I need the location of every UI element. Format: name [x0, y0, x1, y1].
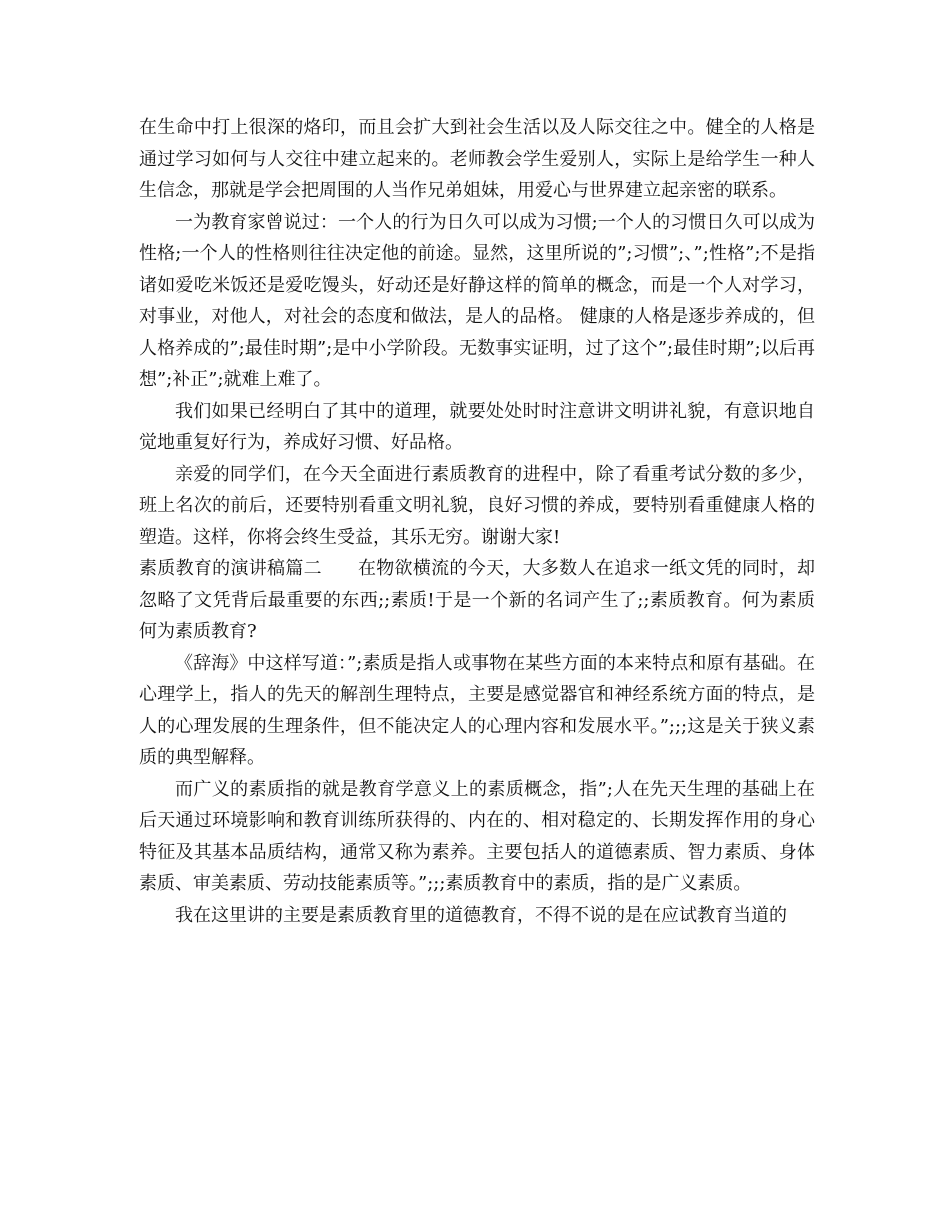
- paragraph-1: 在生命中打上很深的烙印，而且会扩大到社会生活以及人际交往之中。健全的人格是通过学习如何与人交往中建立起来的。老师教会学生爱别人，实际上是给学生一种人生信念，那就是学会把周围的人当作兄弟姐妹，用爱心与世界建立起亲密的联系。: [139, 117, 815, 201]
- paragraph-2: 一为教育家曾说过：一个人的行为日久可以成为习惯;一个人的习惯日久可以成为性格;一个人的性格则往往决定他的前途。显然，这里所说的”;习惯”;、”;性格”;不是指诸如爱吃米饭还是爱吃馒头，好动还是好静这样的简单的概念，而是一个人对学习，对事业，对他人，对社会的态度和做法，是人的品格。 健康的人格是逐步养成的，但人格养成的”;最佳时期”;是中小学阶段。无数事实证明，过了这个”;最佳时期”;以后再想”;补正”;就难上难了。: [139, 211, 815, 390]
- paragraph-7: 而广义的素质指的就是教育学意义上的素质概念，指”;人在先天生理的基础上在后天通过环境影响和教育训练所获得的、内在的、相对稳定的、长期发挥作用的身心特征及其基本品质结构，通常又称为素养。主要包括人的道德素质、智力素质、身体素质、审美素质、劳动技能素质等。”;;;素质教育中的素质，指的是广义素质。: [139, 778, 815, 894]
- section-heading: 素质教育的演讲稿篇二: [139, 558, 322, 579]
- paragraph-8: 我在这里讲的主要是素质教育里的道德教育，不得不说的是在应试教育当道的: [175, 904, 787, 926]
- paragraph-3: 我们如果已经明白了其中的道理，就要处处时时注意讲文明讲礼貌，有意识地自觉地重复好行为，养成好习惯、好品格。: [139, 400, 815, 453]
- paragraph-5: [139, 553, 815, 648]
- paragraph-5-text: 在物欲横流的今天，大多数人在追求一纸文凭的同时，却忽略了文凭背后最重要的东西;;素质!于是一个新的名词产生了;;素质教育。何为素质 何为素质教育?: [139, 558, 816, 642]
- paragraph-6: 《辞海》中这样写道：”;素质是指人或事物在某些方面的本来特点和原有基础。在心理学上，指人的先天的解剖生理特点，主要是感觉器官和神经系统方面的特点，是人的心理发展的生理条件，但不能决定人的心理内容和发展水平。”;;;这是关于狭义素质的典型解释。: [139, 652, 815, 768]
- document-body: [139, 112, 815, 931]
- paragraph-4: 亲爱的同学们，在今天全面进行素质教育的进程中，除了看重考试分数的多少，班上名次的前后，还要特别看重文明礼貌，良好习惯的养成，要特别看重健康人格的塑造。这样，你将会终生受益，其乐无穷。谢谢大家!: [139, 463, 815, 548]
